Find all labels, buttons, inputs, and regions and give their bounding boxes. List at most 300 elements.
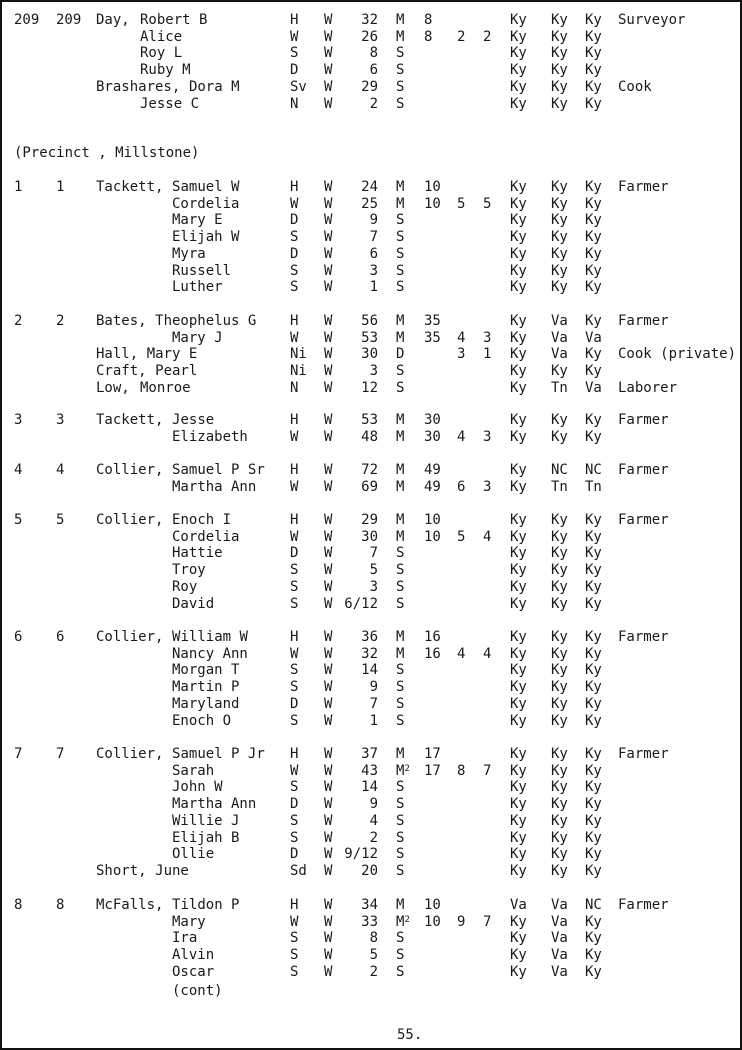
race: W — [324, 512, 333, 528]
relationship: D — [290, 62, 299, 79]
age: 12 — [361, 379, 378, 396]
mother-birthplace: Ky — [585, 930, 602, 947]
children-living: 4 — [483, 528, 492, 545]
mother-birthplace: Ky — [585, 545, 602, 562]
census-row — [2, 380, 740, 397]
race: W — [324, 762, 333, 779]
birthplace: Ky — [510, 779, 527, 796]
relationship: N — [290, 95, 299, 112]
surname: Collier, — [96, 512, 164, 528]
marital-status: M — [396, 12, 405, 28]
race: W — [324, 897, 333, 913]
birthplace: Ky — [510, 262, 527, 279]
age: 2 — [369, 829, 378, 846]
years-married: 8 — [424, 28, 433, 45]
mother-birthplace: Ky — [585, 595, 602, 612]
given-name: Hattie — [172, 545, 223, 562]
age: 53 — [361, 412, 378, 428]
race: W — [324, 595, 333, 612]
race: W — [324, 78, 333, 95]
relationship: Ni — [290, 346, 307, 363]
father-birthplace: Ky — [551, 195, 568, 212]
race: W — [324, 363, 333, 380]
race: W — [324, 812, 333, 829]
marital-status: S — [396, 712, 405, 729]
birthplace: Ky — [510, 346, 527, 363]
marital-status: S — [396, 95, 405, 112]
given-name: Alvin — [172, 947, 215, 964]
race: W — [324, 262, 333, 279]
marriage-count: 2 — [404, 763, 410, 774]
relationship: S — [290, 578, 299, 595]
age: 29 — [361, 78, 378, 95]
birthplace: Ky — [510, 662, 527, 679]
birthplace: Ky — [510, 528, 527, 545]
race: W — [324, 478, 333, 495]
surname: Hall, — [96, 346, 139, 363]
relationship: D — [290, 695, 299, 712]
marital-status: S — [396, 379, 405, 396]
mother-birthplace: Ky — [585, 279, 602, 296]
age: 7 — [369, 545, 378, 562]
relationship: Ni — [290, 363, 307, 380]
relationship: H — [290, 512, 299, 528]
page-number: 55. — [397, 1027, 423, 1043]
occupation: Surveyor — [618, 12, 686, 28]
surname: Day, — [96, 12, 130, 28]
years-married: 10 — [424, 913, 441, 930]
mother-birthplace: Ky — [585, 229, 602, 246]
given-name: Enoch I — [172, 512, 232, 528]
marital-status: S — [396, 963, 405, 980]
census-row — [2, 179, 740, 196]
race: W — [324, 746, 333, 762]
relationship: S — [290, 279, 299, 296]
census-row — [2, 897, 740, 914]
mother-birthplace: Ky — [585, 662, 602, 679]
census-row — [2, 512, 740, 529]
given-name: Nancy Ann — [172, 645, 248, 662]
age: 30 — [361, 346, 378, 363]
father-birthplace: Tn — [551, 379, 568, 396]
precinct-heading — [2, 145, 740, 162]
mother-birthplace: Ky — [585, 512, 602, 528]
father-birthplace: Ky — [551, 279, 568, 296]
given-name: Mary — [172, 913, 206, 930]
birthplace: Ky — [510, 846, 527, 863]
father-birthplace: Ky — [551, 578, 568, 595]
relationship: Sv — [290, 78, 307, 95]
birthplace: Ky — [510, 95, 527, 112]
given-name: Mary E — [172, 212, 223, 229]
given-name: Elijah B — [172, 829, 240, 846]
father-birthplace: Ky — [551, 512, 568, 528]
relationship: H — [290, 897, 299, 913]
birthplace: Ky — [510, 195, 527, 212]
dwelling-number: 5 — [14, 512, 23, 528]
race: W — [324, 578, 333, 595]
age: 8 — [369, 930, 378, 947]
age: 9 — [369, 212, 378, 229]
surname: Low, — [96, 379, 130, 396]
marital-status: D — [396, 346, 405, 363]
age: 34 — [361, 897, 378, 913]
relationship: H — [290, 412, 299, 428]
marital-status: S — [396, 930, 405, 947]
children-living: 7 — [483, 762, 492, 779]
relationship: S — [290, 662, 299, 679]
children-living: 3 — [483, 428, 492, 445]
given-name: Robert B — [140, 12, 208, 28]
given-name: William W — [172, 629, 248, 645]
mother-birthplace: NC — [585, 462, 602, 478]
census-row — [2, 914, 740, 931]
marital-status: M — [396, 462, 405, 478]
marital-status: S — [396, 947, 405, 964]
given-name: Luther — [172, 279, 223, 296]
father-birthplace: Ky — [551, 695, 568, 712]
surname: Brashares, — [96, 78, 181, 95]
race: W — [324, 45, 333, 62]
mother-birthplace: Ky — [585, 629, 602, 645]
marital-status: M — [396, 412, 405, 428]
dwelling-number: 209 — [14, 12, 40, 28]
birthplace: Ky — [510, 412, 527, 428]
children-born: 3 — [457, 346, 466, 363]
father-birthplace: Ky — [551, 762, 568, 779]
race: W — [324, 662, 333, 679]
mother-birthplace: Ky — [585, 679, 602, 696]
census-row — [2, 930, 740, 947]
marital-status: S — [396, 679, 405, 696]
race: W — [324, 846, 333, 863]
relationship: S — [290, 262, 299, 279]
mother-birthplace: Ky — [585, 62, 602, 79]
surname: McFalls, — [96, 897, 164, 913]
race: W — [324, 779, 333, 796]
relationship: Sd — [290, 862, 307, 879]
census-row — [2, 796, 740, 813]
age: 9 — [369, 796, 378, 813]
years-married: 8 — [424, 12, 433, 28]
mother-birthplace: Ky — [585, 762, 602, 779]
given-name: Elizabeth — [172, 428, 248, 445]
relationship: S — [290, 595, 299, 612]
years-married: 10 — [424, 195, 441, 212]
relationship: S — [290, 712, 299, 729]
dwelling-number: 8 — [14, 897, 23, 913]
marital-status: S — [396, 796, 405, 813]
given-name: Martha Ann — [172, 478, 257, 495]
age: 1 — [369, 279, 378, 296]
race: W — [324, 629, 333, 645]
marital-status: S — [396, 363, 405, 380]
mother-birthplace: Ky — [585, 195, 602, 212]
age: 6 — [369, 245, 378, 262]
birthplace: Ky — [510, 862, 527, 879]
birthplace: Ky — [510, 562, 527, 579]
father-birthplace: Ky — [551, 28, 568, 45]
birthplace: Ky — [510, 712, 527, 729]
years-married: 35 — [424, 313, 441, 329]
marital-status: M — [396, 329, 405, 346]
age: 26 — [361, 28, 378, 45]
father-birthplace: Ky — [551, 812, 568, 829]
marital-status: S — [396, 662, 405, 679]
census-row — [2, 696, 740, 713]
father-birthplace: Ky — [551, 662, 568, 679]
race: W — [324, 947, 333, 964]
dwelling-number: 3 — [14, 412, 23, 428]
father-birthplace: Va — [551, 963, 568, 980]
relationship: S — [290, 930, 299, 947]
given-name: Theophelus G — [155, 313, 257, 329]
given-name: Cordelia — [172, 528, 240, 545]
race: W — [324, 229, 333, 246]
marital-status: S — [396, 545, 405, 562]
occupation: Farmer — [618, 462, 669, 478]
father-birthplace: Ky — [551, 862, 568, 879]
age: 5 — [369, 947, 378, 964]
census-row — [2, 279, 740, 296]
given-name: Oscar — [172, 963, 215, 980]
mother-birthplace: Ky — [585, 963, 602, 980]
relationship: H — [290, 12, 299, 28]
census-row — [2, 263, 740, 280]
marital-status: S — [396, 245, 405, 262]
race: W — [324, 712, 333, 729]
marital-status: M — [396, 512, 405, 528]
father-birthplace: Ky — [551, 679, 568, 696]
relationship: W — [290, 428, 299, 445]
birthplace: Ky — [510, 313, 527, 329]
mother-birthplace: Ky — [585, 212, 602, 229]
race: W — [324, 930, 333, 947]
relationship: S — [290, 679, 299, 696]
birthplace: Ky — [510, 62, 527, 79]
given-name: Ollie — [172, 846, 215, 863]
census-row — [2, 629, 740, 646]
marital-status: S — [396, 846, 405, 863]
race: W — [324, 95, 333, 112]
census-row — [2, 229, 740, 246]
father-birthplace: Ky — [551, 545, 568, 562]
mother-birthplace: Ky — [585, 578, 602, 595]
age: 29 — [361, 512, 378, 528]
marital-status: S — [396, 45, 405, 62]
children-living: 3 — [483, 329, 492, 346]
age: 72 — [361, 462, 378, 478]
years-married: 49 — [424, 478, 441, 495]
relationship: N — [290, 379, 299, 396]
mother-birthplace: Ky — [585, 412, 602, 428]
father-birthplace: Va — [551, 913, 568, 930]
relationship: W — [290, 645, 299, 662]
marital-status: M — [396, 28, 405, 45]
given-name: Monroe — [140, 379, 191, 396]
age: 8 — [369, 45, 378, 62]
marital-status: M — [396, 428, 405, 445]
relationship: W — [290, 528, 299, 545]
given-name: Myra — [172, 245, 206, 262]
occupation: Laborer — [618, 379, 678, 396]
father-birthplace: Ky — [551, 629, 568, 645]
relationship: H — [290, 179, 299, 195]
relationship: S — [290, 947, 299, 964]
census-row — [2, 330, 740, 347]
marriage-count: 2 — [404, 914, 410, 925]
father-birthplace: Tn — [551, 478, 568, 495]
age: 53 — [361, 329, 378, 346]
family-number: 6 — [56, 629, 65, 645]
father-birthplace: Va — [551, 930, 568, 947]
birthplace: Ky — [510, 179, 527, 195]
given-name: Jesse C — [140, 95, 200, 112]
mother-birthplace: Ky — [585, 12, 602, 28]
father-birthplace: Ky — [551, 829, 568, 846]
given-name: Alice — [140, 28, 183, 45]
occupation: Cook (private) — [618, 346, 737, 363]
mother-birthplace: Ky — [585, 363, 602, 380]
years-married: 35 — [424, 329, 441, 346]
occupation: Farmer — [618, 313, 669, 329]
relationship: W — [290, 28, 299, 45]
children-living: 3 — [483, 478, 492, 495]
census-row — [2, 196, 740, 213]
father-birthplace: Ky — [551, 846, 568, 863]
years-married: 10 — [424, 179, 441, 195]
father-birthplace: Ky — [551, 562, 568, 579]
race: W — [324, 679, 333, 696]
birthplace: Ky — [510, 695, 527, 712]
race: W — [324, 545, 333, 562]
given-name: Roy — [172, 578, 198, 595]
mother-birthplace: Ky — [585, 428, 602, 445]
race: W — [324, 346, 333, 363]
mother-birthplace: Ky — [585, 829, 602, 846]
mother-birthplace: Ky — [585, 95, 602, 112]
family-number: 2 — [56, 313, 65, 329]
given-name: Samuel W — [172, 179, 240, 195]
race: W — [324, 963, 333, 980]
relationship: H — [290, 629, 299, 645]
given-name: Elijah W — [172, 229, 240, 246]
age: 7 — [369, 229, 378, 246]
years-married: 17 — [424, 762, 441, 779]
marital-status: M — [396, 629, 405, 645]
birthplace: Ky — [510, 363, 527, 380]
age: 56 — [361, 313, 378, 329]
relationship: S — [290, 779, 299, 796]
mother-birthplace: Ky — [585, 712, 602, 729]
race: W — [324, 212, 333, 229]
dwelling-number: 1 — [14, 179, 23, 195]
father-birthplace: Va — [551, 329, 568, 346]
mother-birthplace: Ky — [585, 779, 602, 796]
age: 3 — [369, 262, 378, 279]
race: W — [324, 179, 333, 195]
relationship: S — [290, 229, 299, 246]
race: W — [324, 245, 333, 262]
years-married: 10 — [424, 528, 441, 545]
father-birthplace: Ky — [551, 245, 568, 262]
marital-status: M — [396, 313, 405, 329]
given-name: June — [155, 862, 189, 879]
years-married: 16 — [424, 629, 441, 645]
birthplace: Ky — [510, 812, 527, 829]
census-row — [2, 346, 740, 363]
age: 30 — [361, 528, 378, 545]
age: 48 — [361, 428, 378, 445]
census-row — [2, 62, 740, 79]
family-number: 4 — [56, 462, 65, 478]
mother-birthplace: Ky — [585, 846, 602, 863]
census-row — [2, 813, 740, 830]
mother-birthplace: Ky — [585, 645, 602, 662]
father-birthplace: Ky — [551, 62, 568, 79]
age: 69 — [361, 478, 378, 495]
marital-status: M — [396, 179, 405, 195]
children-born: 4 — [457, 645, 466, 662]
census-row — [2, 964, 740, 981]
mother-birthplace: Ky — [585, 812, 602, 829]
census-row — [2, 679, 740, 696]
continuation-text: (cont) — [172, 983, 223, 999]
race: W — [324, 913, 333, 930]
census-row — [2, 12, 740, 29]
age: 3 — [369, 578, 378, 595]
marital-status: S — [396, 229, 405, 246]
given-name: Maryland — [172, 695, 240, 712]
surname: Bates, — [96, 313, 147, 329]
census-row — [2, 363, 740, 380]
census-row — [2, 579, 740, 596]
age: 1 — [369, 712, 378, 729]
occupation: Farmer — [618, 897, 669, 913]
race: W — [324, 796, 333, 813]
father-birthplace: Ky — [551, 12, 568, 28]
mother-birthplace: Va — [585, 379, 602, 396]
census-row — [2, 947, 740, 964]
age: 9 — [369, 679, 378, 696]
race: W — [324, 379, 333, 396]
birthplace: Ky — [510, 329, 527, 346]
relationship: W — [290, 329, 299, 346]
marital-status: S — [396, 695, 405, 712]
race: W — [324, 462, 333, 478]
age: 33 — [361, 913, 378, 930]
census-row — [2, 562, 740, 579]
marital-status: S — [396, 78, 405, 95]
census-row — [2, 479, 740, 496]
census-row — [2, 313, 740, 330]
census-row — [2, 529, 740, 546]
mother-birthplace: Ky — [585, 947, 602, 964]
marital-status: S — [396, 595, 405, 612]
marital-status: M — [396, 897, 405, 913]
race: W — [324, 428, 333, 445]
age: 14 — [361, 779, 378, 796]
given-name: Ira — [172, 930, 198, 947]
given-name: Troy — [172, 562, 206, 579]
birthplace: Va — [510, 897, 527, 913]
father-birthplace: Ky — [551, 363, 568, 380]
family-number: 1 — [56, 179, 65, 195]
birthplace: Ky — [510, 28, 527, 45]
age: 6 — [369, 62, 378, 79]
birthplace: Ky — [510, 462, 527, 478]
census-row — [2, 646, 740, 663]
